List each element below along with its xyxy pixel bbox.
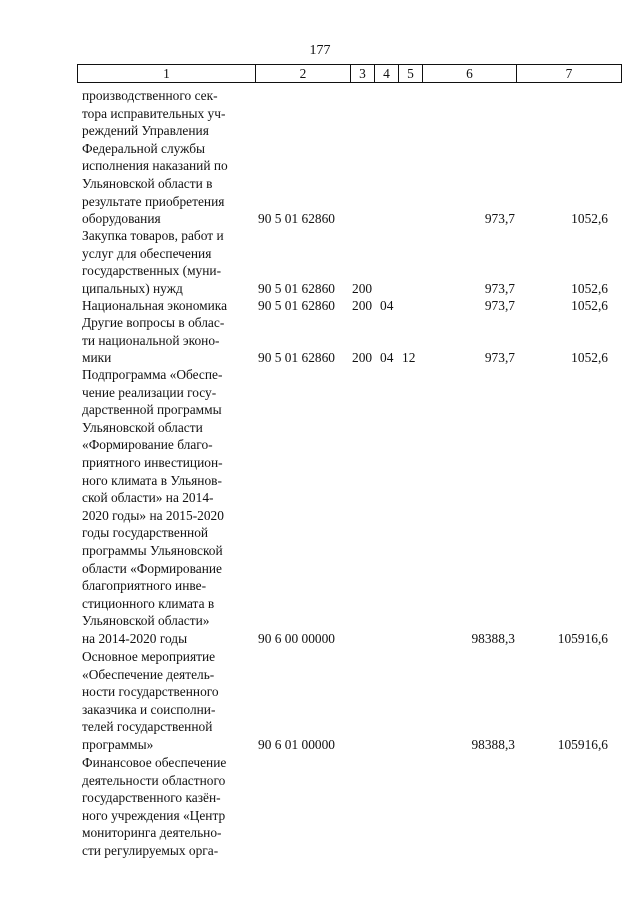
row-code: 90 5 01 62860 <box>258 350 335 365</box>
header-col-5: 5 <box>398 65 422 82</box>
row-value-2014: 98388,3 <box>471 737 515 752</box>
row-description: Национальная экономика <box>82 298 228 313</box>
row-code: 90 5 01 62860 <box>258 281 335 296</box>
header-col-6: 6 <box>422 65 516 82</box>
page-number: 177 <box>309 43 331 58</box>
header-col-2: 2 <box>255 65 350 82</box>
row-value-2014: 973,7 <box>484 281 515 296</box>
row-pr: 12 <box>402 350 416 365</box>
row-rz: 04 <box>380 350 394 365</box>
row-description: Закупка товаров, работ и услуг для обеспечения государственных (муни- ципальных) нужд <box>82 228 224 296</box>
row-description: производственного сек- тора исправительных уч- реждений Управления Федеральной службы исполнения наказаний по Ульяновской области в результате приобретения оборудования <box>82 88 228 227</box>
header-col-1: 1 <box>163 66 170 81</box>
row-description: Другие вопросы в облас- ти национальной эконо- мики <box>82 315 225 366</box>
row-description: Основное мероприятие «Обеспечение деятель- ности государственного заказчика и соисполни- телей государственной программы» <box>82 649 219 752</box>
header-col-7: 7 <box>516 65 621 82</box>
row-value-2014: 973,7 <box>484 211 515 226</box>
row-value-2015: 1052,6 <box>571 281 608 296</box>
row-code: 90 6 01 00000 <box>258 737 335 752</box>
row-code: 90 5 01 62860 <box>258 211 335 226</box>
row-code: 90 6 00 00000 <box>258 631 335 646</box>
row-vr: 200 <box>352 281 373 296</box>
row-description: Подпрограмма «Обеспе- чение реализации госу- дарственной программы Ульяновской области «Формирование благо- приятного инвестицион- ного климата в Ульянов- ской области» на 2014- 2020 годы» на 2015-2020 годы государственной программы Ульяновской области «Формирование благоприятного инве- стиционного климата в Ульяновской области» на 2014-2020 годы <box>82 367 224 646</box>
row-value-2014: 973,7 <box>484 298 515 313</box>
row-value-2014: 973,7 <box>484 350 515 365</box>
row-value-2015: 105916,6 <box>557 737 608 752</box>
row-code: 90 5 01 62860 <box>258 298 335 313</box>
row-description: Финансовое обеспечение деятельности областного государственного казён- ного учреждения «Центр мониторинга деятельно- сти регулируемых орга- <box>82 755 227 858</box>
header-col-4: 4 <box>374 65 398 82</box>
row-vr: 200 <box>352 350 373 365</box>
row-value-2015: 1052,6 <box>571 298 608 313</box>
row-value-2015: 1052,6 <box>571 211 608 226</box>
row-value-2015: 1052,6 <box>571 350 608 365</box>
row-value-2014: 98388,3 <box>471 631 515 646</box>
row-value-2015: 105916,6 <box>557 631 608 646</box>
table-header <box>77 64 622 83</box>
header-col-3: 3 <box>350 65 374 82</box>
row-rz: 04 <box>380 298 394 313</box>
row-vr: 200 <box>352 298 373 313</box>
